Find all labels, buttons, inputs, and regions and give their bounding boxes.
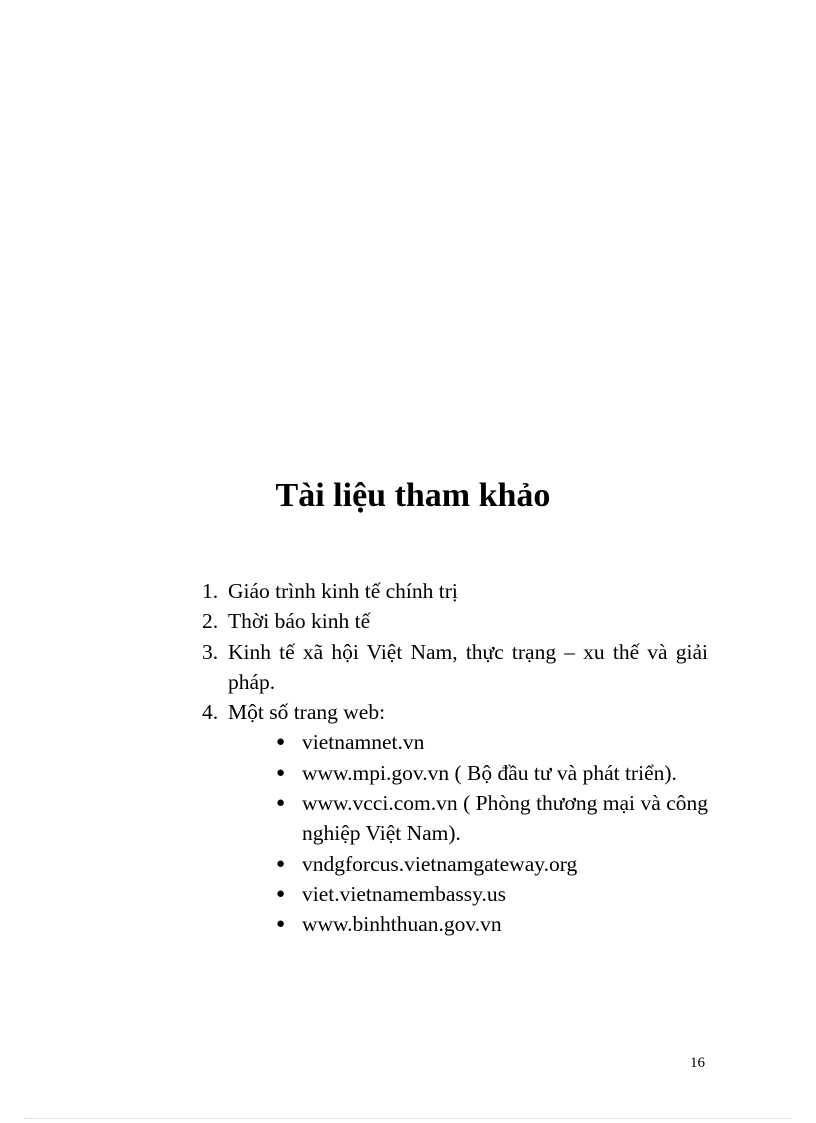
website-item	[276, 879, 708, 909]
website-text: www.binhthuan.gov.vn	[302, 912, 502, 937]
reference-text: Một số trang web:	[228, 700, 386, 725]
page-number: 16	[690, 1055, 705, 1071]
reference-text: Thời báo kinh tế	[228, 609, 371, 634]
reference-item	[202, 637, 708, 698]
reference-list	[202, 576, 708, 940]
page-title: Tài liệu tham khảo	[275, 477, 551, 514]
website-item	[276, 849, 708, 879]
bullet-icon: ●	[276, 764, 286, 781]
website-item	[276, 909, 708, 939]
bullet-icon: ●	[276, 734, 286, 751]
website-text: viet.vietnamembassy.us	[302, 881, 507, 906]
reference-text: Giáo trình kinh tế chính trị	[228, 579, 458, 603]
website-list	[202, 727, 708, 939]
website-item	[276, 758, 708, 788]
reference-item	[202, 606, 708, 636]
website-text: vndgforcus.vietnamgateway.org	[302, 851, 578, 876]
bullet-icon: ●	[276, 795, 286, 812]
bullet-icon: ●	[276, 855, 286, 872]
website-item	[276, 788, 708, 849]
website-text: www.vcci.com.vn ( Phòng thương mại và công nghiệp Việt Nam).	[302, 791, 708, 846]
reference-text: Kinh tế xã hội Việt Nam, thực trạng – xu thế và giải pháp.	[228, 639, 708, 694]
website-text: www.mpi.gov.vn ( Bộ đầu tư và phát triển).	[302, 760, 677, 785]
bullet-icon: ●	[276, 885, 286, 902]
reference-number: 3.	[202, 639, 219, 664]
reference-item	[202, 697, 708, 727]
website-text: vietnamnet.vn	[302, 730, 425, 755]
bullet-icon: ●	[276, 916, 286, 933]
reference-item	[202, 576, 708, 606]
website-item	[276, 727, 708, 757]
reference-number: 1.	[202, 579, 219, 603]
page-bottom-divider	[24, 1118, 792, 1119]
reference-number: 2.	[202, 609, 219, 634]
reference-number: 4.	[202, 700, 219, 725]
